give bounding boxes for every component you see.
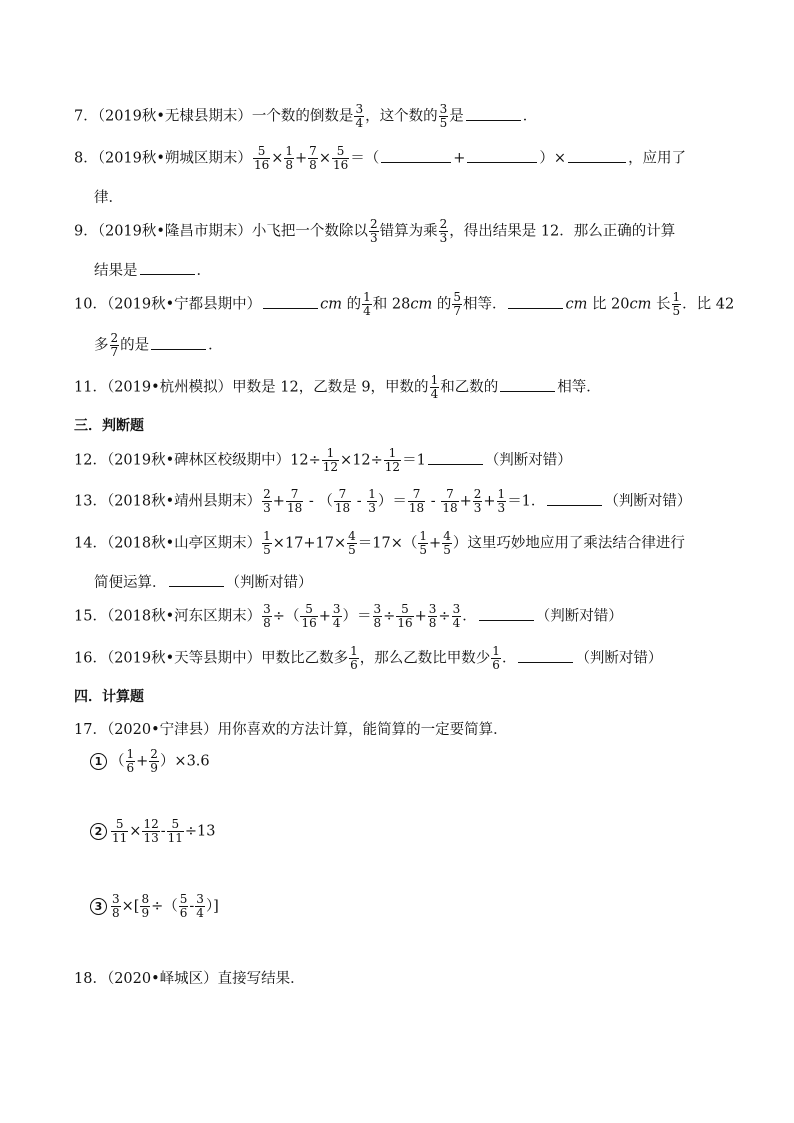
q10-continuation: 多 $\frac{2}{7}$ 的是 ． <box>94 331 223 359</box>
fraction: $\frac{1}{12}$ <box>322 446 339 474</box>
fraction: $\frac{2}{3}$ <box>369 217 378 245</box>
fraction: $\frac{1}{6}$ <box>126 747 135 775</box>
question-10: 10．（2019秋•宁都县期中） cm 的 $\frac{1}{4}$ 和 28cm 的 $\frac{5}{7}$ 相等． cm 比 20cm 长 $\frac{1}{5}$ ．比 42 <box>74 290 735 318</box>
fraction: $\frac{3}{4}$ <box>196 892 204 920</box>
fraction: $\frac{7}{8}$ <box>309 144 317 172</box>
q17-part-2: 2 $\frac{5}{11}$ × $\frac{12}{13}$ - $\frac{5}{11}$ ÷13 <box>90 818 216 845</box>
fraction: $\frac{5}{16}$ <box>332 144 349 172</box>
question-9: 9．（2019秋•隆昌市期末）小飞把一个数除以 $\frac{2}{3}$ 错算为乘 $\frac{2}{3}$ ，得出结果是 12．那么正确的计算 <box>74 217 676 245</box>
fraction: $\frac{3}{4}$ <box>355 102 364 130</box>
fraction: $\frac{2}{3}$ <box>473 487 482 515</box>
fraction: $\frac{1}{8}$ <box>285 144 294 172</box>
section-title-calculation: 四．计算题 <box>74 689 144 705</box>
circled-number: 2 <box>90 823 107 840</box>
fraction: $\frac{3}{8}$ <box>112 892 120 920</box>
fraction: $\frac{2}{3}$ <box>263 487 271 515</box>
fraction: $\frac{4}{5}$ <box>443 529 451 557</box>
fraction: $\frac{3}{4}$ <box>332 602 341 630</box>
q14-continuation: 简便运算． （判断对错） <box>94 571 313 592</box>
answer-blank[interactable] <box>169 572 224 587</box>
fraction: $\frac{7}{18}$ <box>286 487 303 515</box>
fraction: $\frac{1}{5}$ <box>672 290 681 318</box>
fraction: $\frac{5}{16}$ <box>397 602 413 630</box>
circled-number: 1 <box>90 753 107 770</box>
answer-blank[interactable] <box>140 260 195 275</box>
answer-blank[interactable] <box>381 148 451 163</box>
answer-blank[interactable] <box>466 106 521 121</box>
fraction: $\frac{7}{18}$ <box>408 487 425 515</box>
q9-continuation: 结果是 ． <box>94 259 211 280</box>
fraction: $\frac{5}{11}$ <box>112 817 128 845</box>
fraction: $\frac{8}{9}$ <box>141 892 150 920</box>
answer-blank[interactable] <box>508 294 563 309</box>
answer-blank[interactable] <box>500 377 555 392</box>
fraction: $\frac{5}{11}$ <box>167 817 183 845</box>
fraction: $\frac{7}{18}$ <box>334 487 351 515</box>
answer-blank[interactable] <box>518 648 573 663</box>
q17-part-3: 3 $\frac{3}{8}$ ×[ $\frac{8}{9}$ ÷（ $\frac{5}{6}$ - $\frac{3}{4}$ ）] <box>90 893 219 920</box>
fraction: $\frac{12}{13}$ <box>143 817 159 845</box>
question-17: 17．（2020•宁津县）用你喜欢的方法计算，能简算的一定要简算． <box>74 722 508 738</box>
answer-blank[interactable] <box>428 450 483 465</box>
fraction: $\frac{5}{6}$ <box>179 892 188 920</box>
fraction: $\frac{2}{3}$ <box>439 217 448 245</box>
fraction: $\frac{5}{16}$ <box>301 602 317 630</box>
question-7: 7．（2019秋•无棣县期末）一个数的倒数是 $\frac{3}{4}$ ，这个数的 $\frac{3}{5}$ 是 ． <box>74 102 538 130</box>
question-15: 15．（2018秋•河东区期末） $\frac{3}{8}$ ÷（ $\frac{5}{16}$ + $\frac{3}{4}$ ）＝ $\frac{3}{8}$ ÷ $\frac{5}{16}$ + $\frac{3}{8}$ ÷ $\frac{3}{4}$ ． （判断对错） <box>74 602 623 630</box>
q7-text: 7．（2019秋•无棣县期末）一个数的倒数是 <box>74 108 354 125</box>
question-12: 12．（2019秋•碑林区校级期中）12÷ $\frac{1}{12}$ ×12÷ $\frac{1}{12}$ ＝1 （判断对错） <box>74 446 572 474</box>
fraction: $\frac{7}{18}$ <box>442 487 458 515</box>
fraction: $\frac{3}{4}$ <box>452 602 461 630</box>
fraction: $\frac{2}{7}$ <box>110 331 119 359</box>
fraction: $\frac{1}{3}$ <box>368 487 376 515</box>
fraction: $\frac{1}{5}$ <box>263 529 271 557</box>
fraction: $\frac{5}{7}$ <box>453 290 461 318</box>
fraction: $\frac{3}{8}$ <box>373 602 382 630</box>
answer-blank[interactable] <box>467 148 537 163</box>
fraction: $\frac{1}{3}$ <box>497 487 506 515</box>
question-13: 13．（2018秋•靖州县期末） $\frac{2}{3}$ + $\frac{7}{18}$ - （ $\frac{7}{18}$ - $\frac{1}{3}$ ）＝ $\frac{7}{18}$ - $\frac{7}{18}$ + $\frac{2}{3}$ + $\frac{1}{3}$ ＝1． （判断对错） <box>74 487 692 515</box>
fraction: $\frac{3}{8}$ <box>263 602 271 630</box>
answer-blank[interactable] <box>568 148 626 163</box>
answer-blank[interactable] <box>547 491 602 506</box>
fraction: $\frac{3}{8}$ <box>428 602 437 630</box>
fraction: $\frac{2}{9}$ <box>150 747 158 775</box>
question-11: 11．（2019•杭州模拟）甲数是 12，乙数是 9，甲数的 $\frac{1}{4}$ 和乙数的 相等． <box>74 373 601 401</box>
q17-part-1: 1 （ $\frac{1}{6}$ + $\frac{2}{9}$ ）×3.6 <box>90 748 210 775</box>
fraction: $\frac{1}{4}$ <box>363 290 371 318</box>
circled-number: 3 <box>90 898 107 915</box>
answer-blank[interactable] <box>263 294 318 309</box>
q8-continuation: 律． <box>94 190 123 206</box>
fraction: $\frac{1}{12}$ <box>384 446 401 474</box>
fraction: $\frac{1}{5}$ <box>419 529 428 557</box>
fraction: $\frac{1}{4}$ <box>430 373 439 401</box>
question-16: 16．（2019秋•天等县期中）甲数比乙数多 $\frac{1}{6}$ ，那么乙数比甲数少 $\frac{1}{6}$ ． （判断对错） <box>74 644 663 672</box>
section-title-judgment: 三．判断题 <box>74 418 144 434</box>
question-18: 18．（2020•峄城区）直接写结果． <box>74 971 305 987</box>
question-14: 14．（2018秋•山亭区期末） $\frac{1}{5}$ ×17+17× $\frac{4}{5}$ ＝17×（ $\frac{1}{5}$ + $\frac{4}{5}$ ）这里巧妙地应用了乘法结合律进行 <box>74 529 685 557</box>
fraction: $\frac{1}{6}$ <box>350 644 358 672</box>
fraction: $\frac{5}{16}$ <box>253 144 270 172</box>
fraction: $\frac{3}{5}$ <box>439 102 448 130</box>
question-8: 8．（2019秋•朔城区期末） $\frac{5}{16}$ × $\frac{1}{8}$ + $\frac{7}{8}$ × $\frac{5}{16}$ ＝（ + ）× ，应用了 <box>74 144 687 172</box>
fraction: $\frac{4}{5}$ <box>348 529 356 557</box>
answer-blank[interactable] <box>151 335 206 350</box>
answer-blank[interactable] <box>479 606 534 621</box>
fraction: $\frac{1}{6}$ <box>492 644 500 672</box>
